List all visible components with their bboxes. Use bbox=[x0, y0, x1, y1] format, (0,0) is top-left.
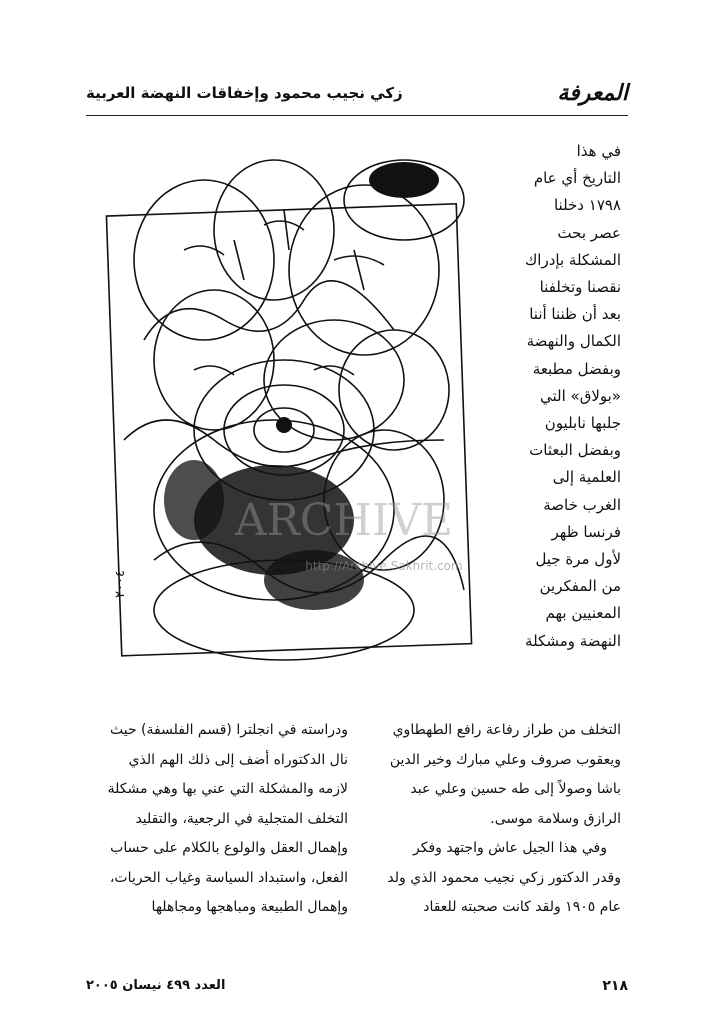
text-line: عصر بحث bbox=[557, 223, 621, 242]
issue-info: العدد ٤٩٩ نيسان ٢٠٠٥ bbox=[86, 978, 226, 993]
page-number: ٢١٨ bbox=[602, 978, 628, 994]
text-line: ودراسته في انجلترا (قسم الفلسفة) حيث bbox=[109, 722, 348, 738]
text-line: التخلف المتجلية في الرجعية، والتقليد bbox=[135, 810, 348, 827]
text-line: عام ١٩٠٥ ولقد كانت صحبته للعقاد bbox=[423, 899, 621, 915]
text-line: المعنيين بهم bbox=[545, 604, 621, 623]
text-line: التخلف من طراز رفاعة رافع الطهطاوي bbox=[392, 722, 621, 738]
text-line: نقصنا وتخلفنا bbox=[539, 278, 621, 297]
text-line: الرازق وسلامة موسى. bbox=[490, 810, 621, 827]
text-line: في هذا bbox=[576, 142, 621, 160]
narrow-text-column bbox=[525, 138, 621, 655]
text-line: الغرب خاصة bbox=[543, 495, 621, 514]
text-line: العلمية إلى bbox=[552, 468, 621, 487]
right-text-column bbox=[359, 716, 621, 923]
text-line: وفي هذا الجيل عاش واجتهد وفكر bbox=[413, 840, 607, 856]
page-header bbox=[86, 80, 628, 110]
text-line: ويعقوب صروف وعلي مبارك وخير الدين bbox=[389, 751, 621, 768]
page-footer bbox=[86, 978, 628, 998]
text-line: فرنسا ظهر bbox=[551, 522, 621, 541]
text-line: وبفضل مطبعة bbox=[532, 359, 621, 378]
text-line: ١٧٩٨ دخلنا bbox=[553, 196, 621, 215]
text-line: وبفضل البعثات bbox=[529, 441, 621, 460]
text-line: وإهمال الطبيعة ومباهجها ومجاهلها bbox=[151, 899, 348, 915]
text-line: التاريخ أي عام bbox=[533, 169, 621, 188]
artist-signature: ٢٠٠٤ bbox=[113, 570, 128, 598]
text-line: المشكلة بإدراك bbox=[524, 250, 621, 269]
text-line: الكمال والنهضة bbox=[526, 332, 621, 351]
text-line: نال الدكتوراه أضف إلى ذلك الهم الذي bbox=[128, 751, 348, 768]
left-text-column bbox=[86, 716, 348, 923]
header-rule bbox=[86, 115, 628, 116]
text-line: وقدر الدكتور زكي نجيب محمود الذي ولد bbox=[387, 869, 621, 886]
text-line: الفعل، واستبداد السياسة وغياب الحريات، bbox=[109, 869, 348, 886]
watermark-text: ARCHIVE bbox=[234, 495, 454, 546]
text-line: بعد أن ظننا أننا bbox=[529, 305, 621, 324]
text-line: لأول مرة جيل bbox=[535, 550, 621, 569]
text-line: جلبها نابليون bbox=[544, 414, 621, 433]
text-line: النهضة ومشكلة bbox=[525, 631, 621, 650]
ink-sketch-illustration bbox=[84, 140, 516, 700]
text-line: لازمه والمشكلة التي عني بها وهي مشكلة bbox=[107, 781, 348, 797]
watermark-url: http://Archive.Sakhrit.com bbox=[305, 559, 463, 573]
running-title: زكي نجيب محمود وإخفاقات النهضة العربية bbox=[86, 84, 403, 102]
text-line: من المفكرين bbox=[539, 577, 621, 596]
text-line: باشا وصولاً إلى طه حسين وعلي عبد bbox=[410, 781, 621, 797]
magazine-logo: المعرفة bbox=[557, 80, 628, 106]
text-line: وإهمال العقل والولوع بالكلام على حساب bbox=[110, 840, 348, 856]
text-line: «بولاق» التي bbox=[539, 386, 621, 405]
